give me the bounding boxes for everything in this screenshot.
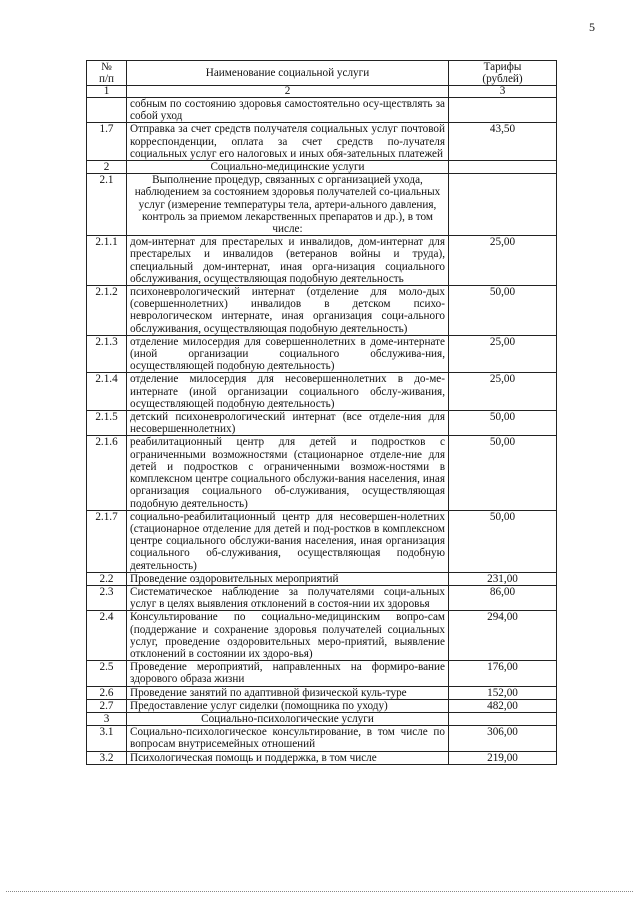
row-number: 2.1.3	[87, 335, 127, 373]
service-name: Отправка за счет средств получателя социальных услуг почтовой корреспонденции, оплата за счет средств по-лучателя социальных услуг его налоговых и иных обя-зательных платежей	[127, 123, 449, 161]
service-name: социально-реабилитационный центр для несовершен-нолетних (стационарное отделение для детей и под-ростков в комплексном центре социального обслужи-вания населения, иная организация социального об-служивания, осуществляющая подобную деятельность)	[127, 510, 449, 572]
service-name: Проведение оздоровительных мероприятий	[127, 572, 449, 585]
row-number: 2.2	[87, 572, 127, 585]
service-name: Проведение занятий по адаптивной физической куль-туре	[127, 686, 449, 699]
row-number: 2.6	[87, 686, 127, 699]
page-number: 5	[589, 20, 595, 34]
tariff-value: 25,00	[449, 335, 557, 373]
table-row	[87, 510, 557, 572]
row-number: 2.7	[87, 699, 127, 712]
tariff-value: 482,00	[449, 699, 557, 712]
tariff-value	[449, 174, 557, 236]
tariff-value	[449, 161, 557, 174]
tariff-value: 294,00	[449, 611, 557, 661]
row-number: 2.1.6	[87, 436, 127, 510]
header-price: Тарифы (рублей)	[449, 61, 557, 86]
tariff-value: 50,00	[449, 510, 557, 572]
row-number: 2.1.7	[87, 510, 127, 572]
service-name: Систематическое наблюдение за получателями соци-альных услуг в целях выявления отклонений в состоя-нии их здоровья	[127, 585, 449, 610]
service-name: отделение милосердия для несовершеннолетних в до-ме-интернате (иной организации социального обслу-живания, осуществляющей подобную деятельность)	[127, 373, 449, 411]
table-row	[87, 411, 557, 436]
service-name: Выполнение процедур, связанных с организацией ухода, наблюдением за состоянием здоровья получателей со-циальных услуг (измерение температуры тела, артери-ального давления, контроль за приемом лекарственных препаратов и др.), в том числе:	[127, 174, 449, 236]
table-row	[87, 335, 557, 373]
table-row	[87, 661, 557, 686]
table-row	[87, 174, 557, 236]
column-index-row	[87, 86, 557, 98]
service-name: дом-интернат для престарелых и инвалидов, дом-интернат для престарелых и инвалидов (ветеранов войны и труда), специальный дом-интернат, иная орга-низация социального обслуживания, осуществляющая подобную деятельность	[127, 236, 449, 286]
row-number: 1.7	[87, 123, 127, 161]
table-row	[87, 373, 557, 411]
section-row	[87, 161, 557, 174]
table-row	[87, 686, 557, 699]
tariff-value	[449, 98, 557, 123]
tariff-value: 50,00	[449, 436, 557, 510]
header-num: № п/п	[87, 61, 127, 86]
table-body	[87, 98, 557, 765]
row-number: 2	[87, 161, 127, 174]
header-name: Наименование социальной услуги	[127, 61, 449, 86]
tariff-value: 50,00	[449, 286, 557, 336]
table-row	[87, 572, 557, 585]
scan-edge-line	[6, 891, 633, 892]
service-name: реабилитационный центр для детей и подростков с ограниченными возможностями (стационарное отделе-ние для детей и подростков с ограниченными возмож-ностями в комплексном центре социального обслужи-вания населения, иная организация социального об-служивания, осуществляющая подобную деятельность)	[127, 436, 449, 510]
table-row	[87, 751, 557, 764]
table-row	[87, 236, 557, 286]
tariff-value: 306,00	[449, 726, 557, 751]
tariff-value: 43,50	[449, 123, 557, 161]
table-header-row	[87, 61, 557, 86]
tariff-value: 152,00	[449, 686, 557, 699]
tariff-value: 176,00	[449, 661, 557, 686]
row-number: 2.1.1	[87, 236, 127, 286]
service-name: детский психоневрологический интернат (все отделе-ния для несовершеннолетних)	[127, 411, 449, 436]
row-number: 2.1	[87, 174, 127, 236]
service-name: Проведение мероприятий, направленных на формиро-вание здорового образа жизни	[127, 661, 449, 686]
table-row	[87, 726, 557, 751]
table-row	[87, 699, 557, 712]
tariff-value: 50,00	[449, 411, 557, 436]
table-row	[87, 611, 557, 661]
row-number: 2.1.5	[87, 411, 127, 436]
table-row	[87, 98, 557, 123]
row-number: 2.3	[87, 585, 127, 610]
row-number: 3.1	[87, 726, 127, 751]
column-index-cell: 2	[127, 86, 449, 98]
table-row	[87, 123, 557, 161]
service-name: собным по состоянию здоровья самостоятельно осу-ществлять за собой уход	[127, 98, 449, 123]
row-number: 3	[87, 712, 127, 725]
section-row	[87, 712, 557, 725]
table-row	[87, 585, 557, 610]
tariff-value: 25,00	[449, 373, 557, 411]
row-number: 2.5	[87, 661, 127, 686]
service-name: отделение милосердия для совершеннолетних в доме-интернате (иной организации социального обслужива-ния, осуществляющей подобную деятельность)	[127, 335, 449, 373]
tariff-value: 86,00	[449, 585, 557, 610]
table-row	[87, 436, 557, 510]
column-index-cell: 1	[87, 86, 127, 98]
service-name: психоневрологический интернат (отделение для моло-дых (совершеннолетних) инвалидов в детском психо-неврологическом интернате, иная организация соци-ального обслуживания, осуществляющая подобную деятельность)	[127, 286, 449, 336]
tariff-table-container	[86, 60, 556, 765]
tariff-table	[86, 60, 557, 765]
row-number: 2.4	[87, 611, 127, 661]
column-index-cell: 3	[449, 86, 557, 98]
tariff-value: 231,00	[449, 572, 557, 585]
service-name: Психологическая помощь и поддержка, в том числе	[127, 751, 449, 764]
row-number: 2.1.2	[87, 286, 127, 336]
tariff-value	[449, 712, 557, 725]
tariff-value: 219,00	[449, 751, 557, 764]
tariff-value: 25,00	[449, 236, 557, 286]
service-name: Консультирование по социально-медицинским вопро-сам (поддержание и сохранение здоровья получателей социальных услуг, проведение оздоровительных меро-приятий, выявление отклонений в состоянии их здоро-вья)	[127, 611, 449, 661]
service-name: Социально-психологическое консультирование, в том числе по вопросам внутрисемейных отношений	[127, 726, 449, 751]
row-number	[87, 98, 127, 123]
service-name: Предоставление услуг сиделки (помощника по уходу)	[127, 699, 449, 712]
section-title: Социально-психологические услуги	[127, 712, 449, 725]
section-title: Социально-медицинские услуги	[127, 161, 449, 174]
row-number: 3.2	[87, 751, 127, 764]
row-number: 2.1.4	[87, 373, 127, 411]
table-row	[87, 286, 557, 336]
